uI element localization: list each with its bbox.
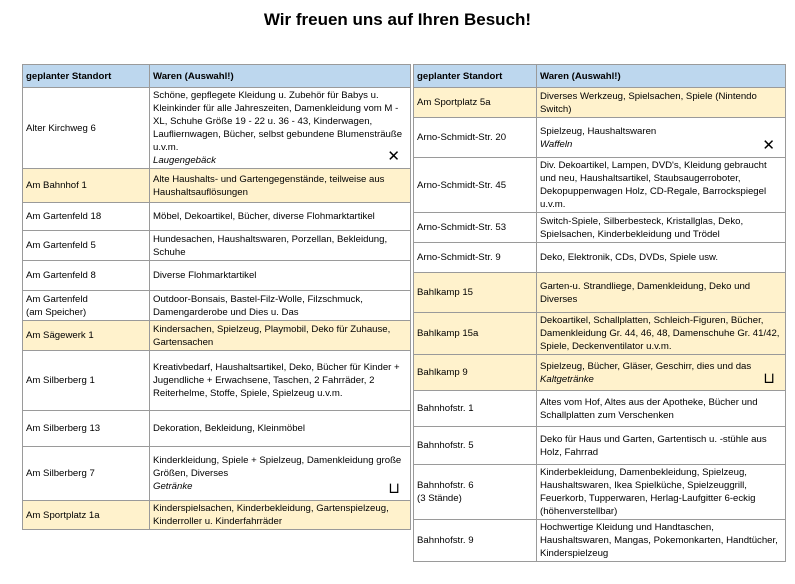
table-row xyxy=(23,261,411,291)
cell-standort: Bahnhofstr. 1 xyxy=(414,391,537,427)
waren-text: Kindersachen, Spielzeug, Playmobil, Deko für Zuhause, Gartensachen xyxy=(153,323,391,348)
waren-text: Kinderspielsachen, Kinderbekleidung, Gartenspielzeug, Kinderroller u. Kinderfahrräder xyxy=(153,503,389,527)
table-row xyxy=(414,213,786,243)
cell-standort: Bahlkamp 15 xyxy=(414,273,537,313)
cell-standort: Am Silberberg 7 xyxy=(23,447,150,501)
waren-text: Switch-Spiele, Silberbesteck, Kristallglas, Deko, Spielsachen, Kinderbekleidung und Trödel xyxy=(540,215,744,240)
stand-table-right xyxy=(413,64,786,562)
cell-standort: Arno-Schmidt-Str. 45 xyxy=(414,158,537,213)
waren-text: Dekoration, Bekleidung, Kleinmöbel xyxy=(153,423,305,434)
table-row xyxy=(414,520,786,562)
cell-standort: Am Silberberg 1 xyxy=(23,351,150,411)
waren-text: Schöne, gepflegete Kleidung u. Zubehör für Babys u. Kleinkinder für alle Jahreszeiten, Damenkleidung vom M - XL, Schuhe Größe 19 - 22 u. 36 - 43, Kinderwagen, Laufliernwagen, Bücher, selbst gebundene Blumensträuße u.v.m. xyxy=(153,90,403,153)
cell-waren xyxy=(537,118,786,158)
waren-text: Möbel, Dekoartikel, Bücher, diverse Flohmarktartikel xyxy=(153,211,375,222)
cell-waren xyxy=(150,501,411,530)
cell-waren xyxy=(150,351,411,411)
cell-standort: Bahnhofstr. 5 xyxy=(414,427,537,465)
cell-standort: Am Silberberg 13 xyxy=(23,411,150,447)
cell-waren xyxy=(150,261,411,291)
table-header xyxy=(23,65,411,88)
cell-waren xyxy=(537,520,786,562)
cell-standort: Bahlkamp 15a xyxy=(414,313,537,355)
cell-waren xyxy=(537,213,786,243)
cell-waren xyxy=(537,243,786,273)
table-row xyxy=(23,447,411,501)
waren-text: Altes vom Hof, Altes aus der Apotheke, Bücher und Schallplatten zum Verschenken xyxy=(540,396,758,421)
table-row xyxy=(23,321,411,351)
cutlery-icon: ✕ xyxy=(762,137,775,154)
stand-table-left xyxy=(22,64,411,530)
cell-waren xyxy=(150,321,411,351)
table-row xyxy=(23,203,411,231)
table-row xyxy=(414,158,786,213)
table-row xyxy=(414,313,786,355)
page-title: Wir freuen uns auf Ihren Besuch! xyxy=(263,10,532,29)
waren-text: Hochwertige Kleidung und Handtaschen, Haushaltswaren, Mangas, Pokemonkarten, Handtücher, Kinderspielzeug xyxy=(540,522,778,559)
cell-waren xyxy=(537,355,786,391)
cell-waren xyxy=(537,427,786,465)
waren-text: Alte Haushalts- und Gartengegenstände, teilweise aus Haushaltsauflösungen xyxy=(153,173,385,198)
waren-text: Dekoartikel, Schallplatten, Schleich-Figuren, Bücher, Damenkleidung Gr. 44, 46, 48, Damenschuhe Gr. 41/42, Spiele, Deckenventilator u.v.m. xyxy=(540,315,780,352)
cell-waren xyxy=(537,158,786,213)
table-row xyxy=(414,355,786,391)
cell-waren xyxy=(150,447,411,501)
cell-standort: Am Bahnhof 1 xyxy=(23,169,150,203)
food-note: Waffeln xyxy=(540,138,573,150)
header-waren: Waren (Auswahl!) xyxy=(537,65,786,88)
cell-waren xyxy=(150,88,411,169)
cell-standort: Arno-Schmidt-Str. 20 xyxy=(414,118,537,158)
waren-text: Deko, Elektronik, CDs, DVDs, Spiele usw. xyxy=(540,252,719,263)
cell-standort: Am Gartenfeld (am Speicher) xyxy=(23,291,150,321)
header-standort: geplanter Standort xyxy=(414,65,537,88)
waren-text: Div. Dekoartikel, Lampen, DVD's, Kleidung gebraucht und neu, Haushaltsartikel, Staubsaugerroboter, Dekopuppenwagen Holz, CD-Regale, Barrockspiegel u.v.m. xyxy=(540,160,767,210)
table-row xyxy=(23,351,411,411)
table-row xyxy=(23,231,411,261)
table-row xyxy=(23,88,411,169)
waren-text: Diverses Werkzeug, Spielsachen, Spiele (Nintendo Switch) xyxy=(540,90,757,115)
waren-text: Diverse Flohmarktartikel xyxy=(153,270,257,281)
cell-waren xyxy=(150,231,411,261)
waren-text: Kinderbekleidung, Damenbekleidung, Spielzeug, Haushaltswaren, Ikea Spielküche, Spielzeuggrill, Feuerkorb, Tupperwaren, Herlag-Laufgitter 6-eckig (höhenverstellbar) xyxy=(540,467,756,517)
cell-waren xyxy=(150,291,411,321)
table-row xyxy=(414,427,786,465)
cell-standort: Am Sportplatz 5a xyxy=(414,88,537,118)
cell-standort: Bahnhofstr. 9 xyxy=(414,520,537,562)
table-row xyxy=(23,501,411,530)
cell-standort: Am Gartenfeld 18 xyxy=(23,203,150,231)
cell-standort: Bahlkamp 9 xyxy=(414,355,537,391)
cell-waren xyxy=(150,411,411,447)
waren-text: Outdoor-Bonsais, Bastel-Filz-Wolle, Filzschmuck, Damengarderobe und Dies u. Das xyxy=(153,293,363,318)
food-note: Getränke xyxy=(153,481,193,492)
cell-standort: Arno-Schmidt-Str. 53 xyxy=(414,213,537,243)
table-row xyxy=(414,273,786,313)
table-row xyxy=(23,411,411,447)
cell-waren xyxy=(537,465,786,520)
table-row xyxy=(23,169,411,203)
waren-text: Kreativbedarf, Haushaltsartikel, Deko, Bücher für Kinder + Jugendliche + Erwachsene, Taschen, 2 Fahrräder, 2 Reiterhelme, Stoffe, Spiele, Spielzeug u.v.m. xyxy=(153,362,400,399)
cell-standort: Bahnhofstr. 6 (3 Stände) xyxy=(414,465,537,520)
cutlery-icon: ✕ xyxy=(387,148,400,165)
cell-waren xyxy=(150,169,411,203)
cell-waren xyxy=(537,391,786,427)
cell-standort: Alter Kirchweg 6 xyxy=(23,88,150,169)
cell-standort: Am Gartenfeld 5 xyxy=(23,231,150,261)
table-row xyxy=(23,291,411,321)
table-row xyxy=(414,243,786,273)
cup-icon: ⊔ xyxy=(763,370,775,387)
waren-text: Spielzeug, Haushaltswaren xyxy=(540,125,657,137)
cell-standort: Am Sägewerk 1 xyxy=(23,321,150,351)
cell-standort: Am Sportplatz 1a xyxy=(23,501,150,530)
food-note: Laugengebäck xyxy=(153,155,216,166)
waren-text: Spielzeug, Bücher, Gläser, Geschirr, dies und das xyxy=(540,360,752,372)
waren-text: Kinderkleidung, Spiele + Spielzeug, Damenkleidung große Größen, Diverses xyxy=(153,455,402,479)
waren-text: Deko für Haus und Garten, Gartentisch u. -stühle aus Holz, Fahrrad xyxy=(540,433,767,458)
cell-standort: Arno-Schmidt-Str. 9 xyxy=(414,243,537,273)
waren-text: Garten-u. Strandliege, Damenkleidung, Deko und Diverses xyxy=(540,280,751,305)
cell-waren xyxy=(150,203,411,231)
food-note: Kaltgetränke xyxy=(540,373,594,385)
table-header xyxy=(414,65,786,88)
table-row xyxy=(414,88,786,118)
table-row xyxy=(414,118,786,158)
waren-text: Hundesachen, Haushaltswaren, Porzellan, Bekleidung, Schuhe xyxy=(153,233,388,258)
header-standort: geplanter Standort xyxy=(23,65,150,88)
cell-standort: Am Gartenfeld 8 xyxy=(23,261,150,291)
cell-waren xyxy=(537,273,786,313)
table-row xyxy=(414,391,786,427)
header-waren: Waren (Auswahl!) xyxy=(150,65,411,88)
cell-waren xyxy=(537,313,786,355)
cup-icon: ⊔ xyxy=(388,480,400,497)
cell-waren xyxy=(537,88,786,118)
table-row xyxy=(414,465,786,520)
